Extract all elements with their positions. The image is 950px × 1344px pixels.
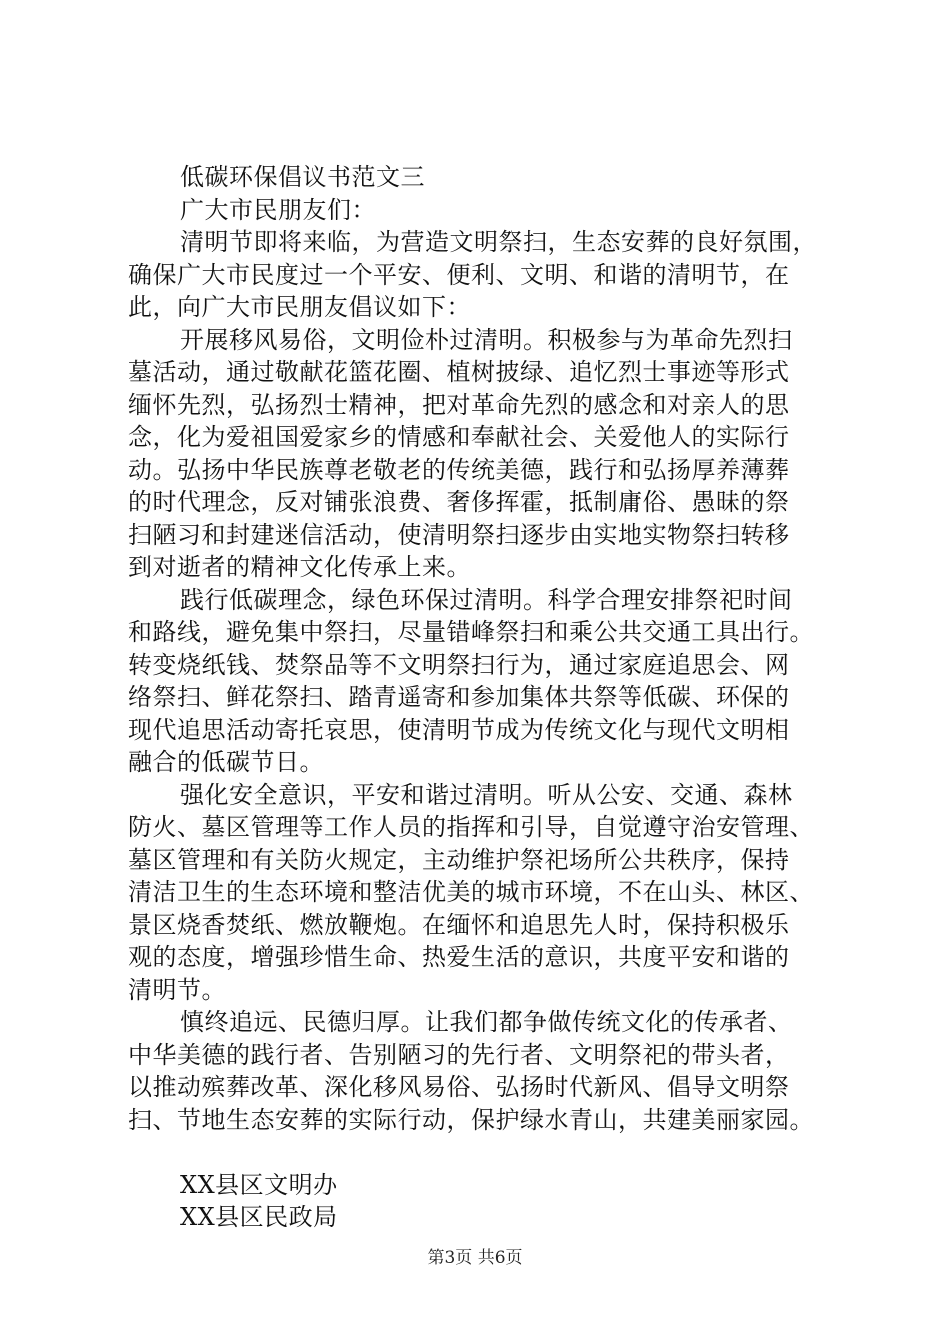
paragraph-safety (128, 779, 834, 1007)
paragraph-line: 此，向广大市民朋友倡议如下： (128, 293, 471, 321)
paragraph-line: 墓活动，通过敬献花篮花圈、植树披绿、追忆烈士事迹等形式 (128, 358, 790, 386)
paragraph-customs (128, 324, 834, 584)
paragraph-line: 开展移风易俗，文明俭朴过清明。积极参与为革命先烈扫 (180, 325, 793, 354)
signature-line: XX县区民政局 (180, 1203, 338, 1231)
paragraph-line: 践行低碳理念，绿色环保过清明。科学合理安排祭祀时间 (180, 585, 793, 614)
signature-block (128, 1169, 834, 1234)
paragraph-line: 的时代理念，反对铺张浪费、奢侈挥霍，抵制庸俗、愚昧的祭 (128, 488, 790, 516)
paragraph-line: 慎终追远、民德归厚。让我们都争做传统文化的传承者、 (180, 1008, 793, 1036)
paragraph-line: 墓区管理和有关防火规定，主动维护祭祀场所公共秩序，保持 (128, 845, 790, 874)
paragraph-closing (128, 1006, 834, 1136)
paragraph-line: 清洁卫生的生态环境和整洁优美的城市环境，不在山头、林区、 (128, 878, 814, 906)
paragraph-line: 到对逝者的精神文化传承上来。 (128, 553, 471, 581)
paragraph-line: 缅怀先烈，弘扬烈士精神，把对革命先烈的感念和对亲人的思 (128, 390, 790, 419)
paragraph-line: 确保广大市民度过一个平安、便利、文明、和谐的清明节，在 (128, 260, 790, 289)
paragraph-low-carbon (128, 584, 834, 779)
page-number-footer: 第3页 共6页 (427, 1248, 523, 1268)
salutation: 广大市民朋友们： (180, 195, 376, 224)
paragraph-line: 扫陋习和封建迷信活动，使清明祭扫逐步由实地实物祭扫转移 (128, 520, 790, 549)
paragraph-line: 融合的低碳节日。 (128, 748, 324, 776)
paragraph-intro (128, 226, 834, 324)
paragraph-line: 景区烧香焚纸、燃放鞭炮。在缅怀和追思先人时，保持积极乐 (128, 910, 790, 939)
document-title: 低碳环保倡议书范文三 (180, 163, 425, 191)
paragraph-line: 中华美德的践行者、告别陋习的先行者、文明祭祀的带头者， (128, 1040, 790, 1069)
paragraph-line: 强化安全意识，平安和谐过清明。听从公安、交通、森林 (180, 780, 793, 809)
signature-line: XX县区文明办 (180, 1170, 338, 1199)
paragraph-line: 转变烧纸钱、焚祭品等不文明祭扫行为，通过家庭追思会、网 (128, 650, 790, 679)
blank-line (128, 1136, 834, 1169)
paragraph-line: 清明节。 (128, 975, 226, 1004)
paragraph-line: 清明节即将来临，为营造文明祭扫，生态安葬的良好氛围， (180, 228, 817, 256)
paragraph-line: 以推动殡葬改革、深化移风易俗、弘扬时代新风、倡导文明祭 (128, 1073, 790, 1101)
paragraph-line: 观的态度，增强珍惜生命、热爱生活的意识，共度平安和谐的 (128, 943, 790, 971)
paragraph-line: 和路线，避免集中祭扫，尽量错峰祭扫和乘公共交通工具出行。 (128, 618, 814, 646)
paragraph-line: 络祭扫、鲜花祭扫、踏青遥寄和参加集体共祭等低碳、环保的 (128, 683, 790, 711)
paragraph-line: 念，化为爱祖国爱家乡的情感和奉献社会、关爱他人的实际行 (128, 423, 790, 451)
paragraph-line: 现代追思活动寄托哀思，使清明节成为传统文化与现代文明相 (128, 715, 790, 744)
document-body (128, 161, 834, 1234)
paragraph-line: 扫、节地生态安葬的实际行动，保护绿水青山，共建美丽家园。 (128, 1105, 814, 1134)
paragraph-line: 动。弘扬中华民族尊老敬老的传统美德，践行和弘扬厚养薄葬 (128, 455, 790, 484)
paragraph-line: 防火、墓区管理等工作人员的指挥和引导，自觉遵守治安管理、 (128, 813, 814, 841)
